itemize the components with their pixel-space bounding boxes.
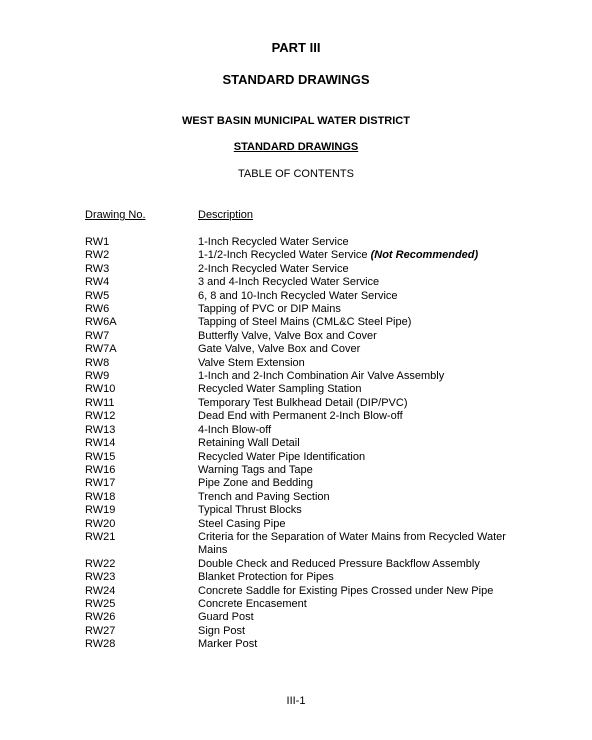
drawing-description-text: Butterfly Valve, Valve Box and Cover (198, 329, 377, 342)
drawing-number: RW7A (85, 343, 117, 356)
drawing-number: RW15 (85, 450, 116, 463)
drawing-description-text: Marker Post (198, 638, 258, 651)
table-row (0, 558, 592, 571)
drawing-description-text: 2-Inch Recycled Water Service (198, 262, 349, 275)
drawing-description-text: Criteria for the Separation of Water Mains from Recycled Water Mains (198, 530, 506, 557)
table-row (0, 518, 592, 531)
table-row (0, 383, 592, 396)
drawing-number: RW11 (85, 396, 115, 409)
table-row (0, 424, 592, 437)
drawing-description (198, 383, 518, 396)
drawing-description-text: Retaining Wall Detail (198, 437, 300, 450)
drawing-number: RW3 (85, 262, 110, 275)
drawing-description-text: Tapping of Steel Mains (CML&C Steel Pipe) (198, 316, 412, 329)
drawing-number: RW4 (85, 276, 110, 289)
table-row (0, 638, 592, 651)
drawing-number: RW14 (85, 437, 116, 450)
drawing-description-text: 1-Inch Recycled Water Service (198, 236, 349, 248)
table-row (0, 410, 592, 423)
drawing-note: (Not Recommended) (370, 249, 479, 262)
drawing-description (198, 330, 518, 343)
drawing-number: RW22 (85, 557, 116, 570)
drawing-number: RW1 (85, 236, 110, 248)
drawing-description (198, 638, 518, 651)
drawing-description-text: Guard Post (198, 611, 254, 624)
drawing-number: RW21 (85, 530, 116, 543)
drawing-description (198, 531, 518, 558)
drawing-description-text: Recycled Water Sampling Station (198, 383, 362, 396)
drawing-description-text: Trench and Paving Section (198, 490, 330, 503)
district-name: WEST BASIN MUNICIPAL WATER DISTRICT (182, 115, 410, 127)
drawing-description (198, 504, 518, 517)
drawing-description-text: Blanket Protection for Pipes (198, 571, 334, 584)
drawing-description (198, 357, 518, 370)
part-heading: PART III (271, 40, 321, 55)
table-row (0, 451, 592, 464)
drawing-description (198, 571, 518, 584)
drawing-number: RW12 (85, 410, 116, 423)
drawing-number: RW17 (85, 477, 116, 490)
drawing-number: RW10 (85, 383, 116, 396)
table-row (0, 303, 592, 316)
drawing-description-text: 1-Inch and 2-Inch Combination Air Valve Assembly (198, 370, 445, 383)
table-row (0, 263, 592, 276)
drawing-description-text: 4-Inch Blow-off (198, 423, 272, 436)
table-row (0, 357, 592, 370)
drawing-description-text: Recycled Water Pipe Identification (198, 450, 366, 463)
drawing-description (198, 236, 518, 249)
drawing-number: RW20 (85, 517, 116, 530)
drawing-description (198, 611, 518, 624)
drawing-number: RW7 (85, 329, 110, 342)
section-subtitle: STANDARD DRAWINGS (233, 141, 359, 153)
table-row (0, 276, 592, 289)
drawing-description-text: Typical Thrust Blocks (198, 504, 302, 517)
drawing-description-text: Sign Post (198, 624, 246, 637)
drawing-number: RW13 (85, 423, 116, 436)
drawing-description-text: Pipe Zone and Bedding (198, 477, 313, 490)
drawing-description (198, 477, 518, 490)
drawing-description-text: 6, 8 and 10-Inch Recycled Water Service (198, 289, 398, 302)
drawing-description (198, 263, 518, 276)
table-row (0, 531, 592, 558)
drawing-description (198, 464, 518, 477)
drawing-number: RW25 (85, 597, 116, 610)
drawing-description-text: Warning Tags and Tape (198, 463, 313, 476)
table-row (0, 625, 592, 638)
drawing-list (0, 236, 592, 652)
table-row (0, 464, 592, 477)
drawing-description-text: Tapping of PVC or DIP Mains (198, 303, 341, 316)
drawing-description (198, 290, 518, 303)
drawing-description (198, 558, 518, 571)
table-row (0, 598, 592, 611)
drawing-description (198, 585, 518, 598)
table-row (0, 491, 592, 504)
toc-heading: TABLE OF CONTENTS (238, 168, 354, 180)
drawing-number: RW2 (85, 249, 110, 262)
drawing-description-text: Steel Casing Pipe (198, 517, 286, 530)
drawing-number: RW5 (85, 289, 110, 302)
table-row (0, 236, 592, 249)
table-row (0, 290, 592, 303)
table-row (0, 343, 592, 356)
drawing-number: RW6A (85, 316, 117, 329)
drawing-description (198, 316, 518, 329)
drawing-description-text: Concrete Encasement (198, 597, 307, 610)
column-header-description: Description (198, 209, 254, 221)
drawing-description (198, 491, 518, 504)
table-row (0, 330, 592, 343)
drawing-number: RW9 (85, 370, 110, 383)
drawing-number: RW8 (85, 356, 110, 369)
drawing-number: RW24 (85, 584, 116, 597)
drawing-description (198, 424, 518, 437)
drawing-description (198, 303, 518, 316)
table-row (0, 585, 592, 598)
drawing-description-text: 1-1/2-Inch Recycled Water Service (198, 249, 371, 262)
table-row (0, 370, 592, 383)
table-row (0, 249, 592, 262)
table-row (0, 611, 592, 624)
drawing-description-text: Temporary Test Bulkhead Detail (DIP/PVC) (198, 396, 408, 409)
drawing-description-text: Concrete Saddle for Existing Pipes Crossed under New Pipe (198, 584, 494, 597)
page-number: III-1 (286, 695, 306, 707)
drawing-number: RW6 (85, 303, 110, 316)
table-row (0, 504, 592, 517)
page-title: STANDARD DRAWINGS (222, 72, 370, 87)
drawing-number: RW23 (85, 571, 116, 584)
drawing-number: RW18 (85, 490, 116, 503)
drawing-description-text: Gate Valve, Valve Box and Cover (198, 343, 361, 356)
drawing-description (198, 249, 518, 262)
drawing-number: RW19 (85, 504, 116, 517)
table-row (0, 571, 592, 584)
drawing-description-text: Valve Stem Extension (198, 356, 305, 369)
drawing-description (198, 625, 518, 638)
drawing-description (198, 410, 518, 423)
drawing-number: RW26 (85, 611, 116, 624)
drawing-description (198, 276, 518, 289)
column-header-drawing-no: Drawing No. (85, 209, 146, 221)
drawing-description-text: Double Check and Reduced Pressure Backflow Assembly (198, 557, 480, 570)
drawing-description (198, 397, 518, 410)
drawing-description (198, 518, 518, 531)
drawing-number: RW28 (85, 638, 116, 651)
table-row (0, 437, 592, 450)
drawing-description (198, 437, 518, 450)
drawing-description (198, 370, 518, 383)
drawing-description (198, 598, 518, 611)
drawing-description-text: 3 and 4-Inch Recycled Water Service (198, 276, 380, 289)
drawing-description-text: Dead End with Permanent 2-Inch Blow-off (198, 410, 403, 423)
table-row (0, 397, 592, 410)
table-row (0, 477, 592, 490)
table-row (0, 316, 592, 329)
drawing-number: RW27 (85, 624, 116, 637)
drawing-description (198, 451, 518, 464)
drawing-number: RW16 (85, 463, 116, 476)
drawing-description (198, 343, 518, 356)
